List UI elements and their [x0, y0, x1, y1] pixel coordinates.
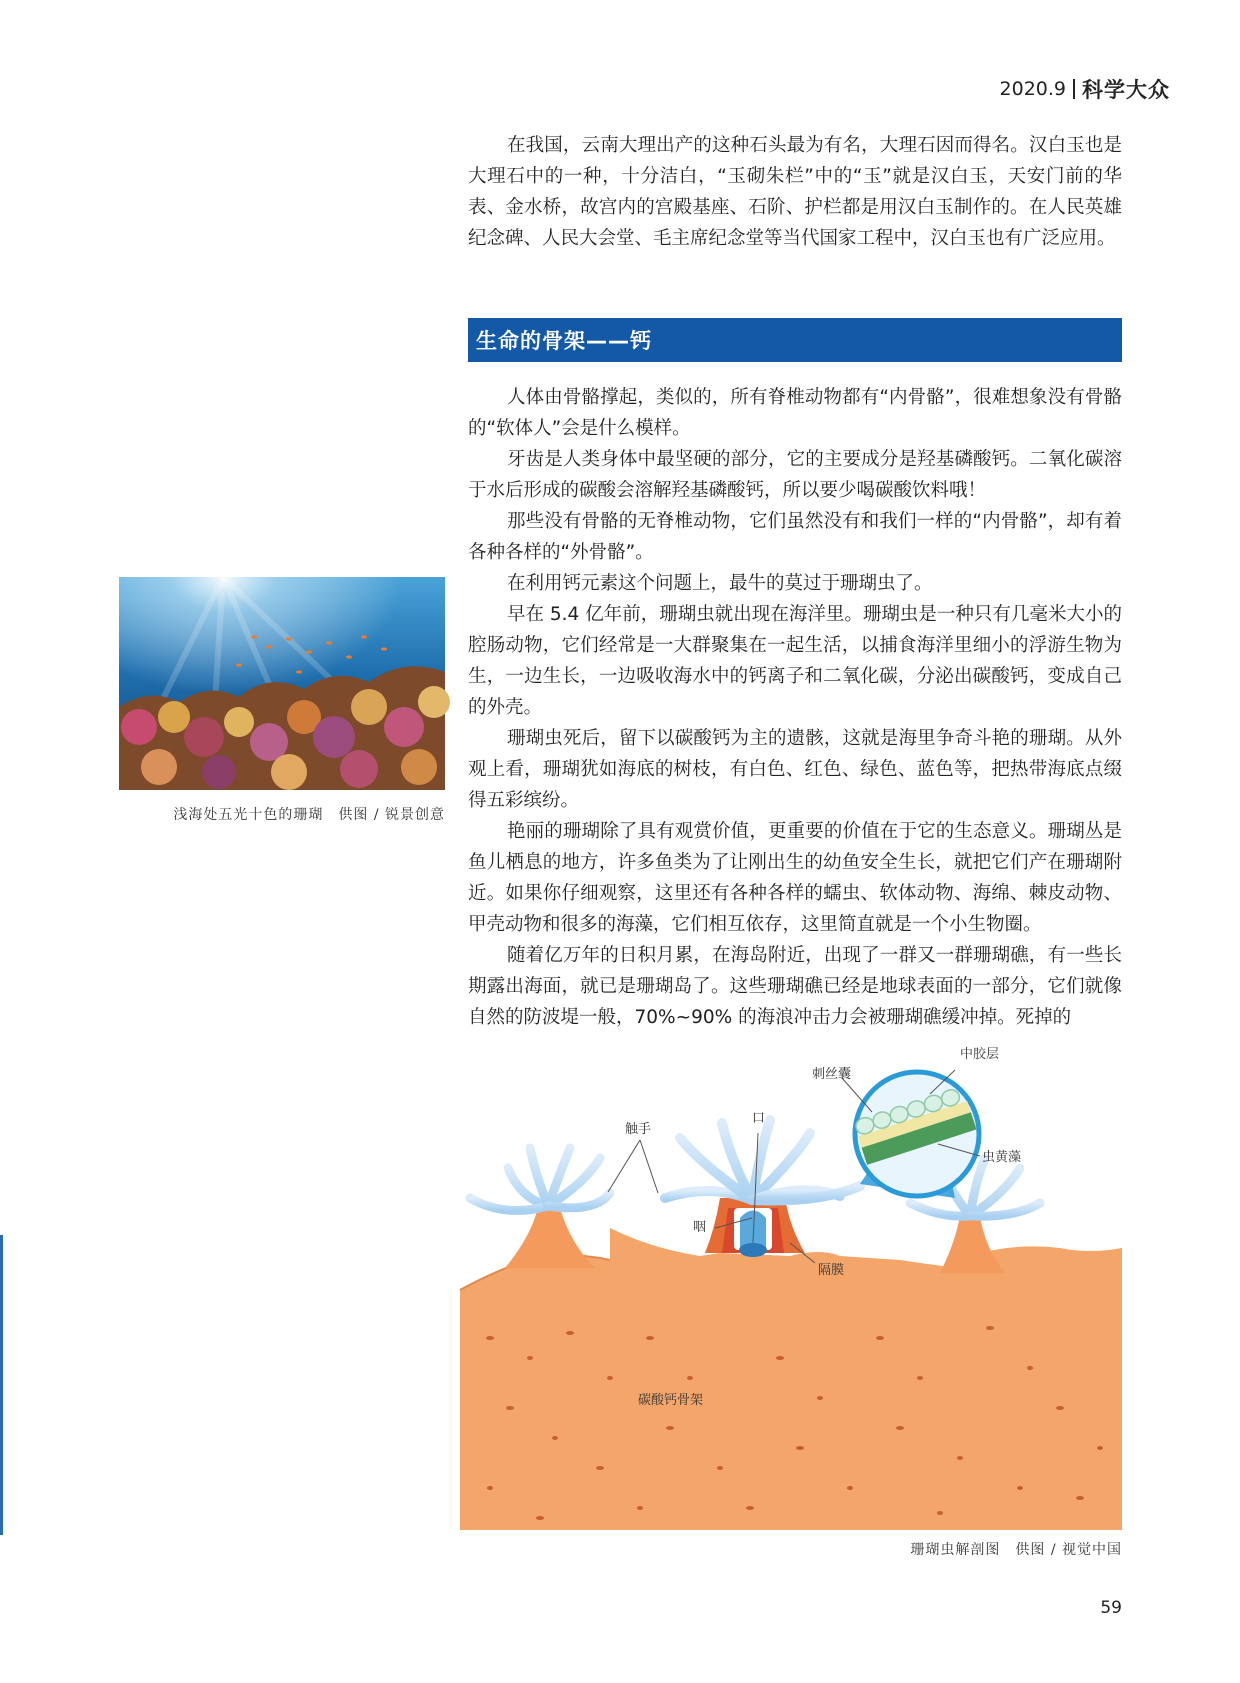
photo-caption: 浅海处五光十色的珊瑚 供图 / 锐景创意 [173, 807, 445, 823]
paragraph: 早在 5.4 亿年前，珊瑚虫就出现在海洋里。珊瑚虫是一种只有几毫米大小的腔肠动物，它们经常是一大群聚集在一起生活，以捕食海洋里细小的浮游生物为生，一边生长，一边吸收海水中的钙离子和二氧化碳，分泌出碳酸钙，变成自己的外壳。 [468, 604, 1122, 718]
paragraph: 随着亿万年的日积月累，在海岛附近，出现了一群又一群珊瑚礁，有一些长期露出海面，就已是珊瑚岛了。这些珊瑚礁已经是地球表面的一部分，它们就像自然的防波堤一般，70%~90% 的海浪冲击力会被珊瑚礁缓冲掉。死掉的 [468, 945, 1122, 1028]
paragraph: 在我国，云南大理出产的这种石头最为有名，大理石因而得名。汉白玉也是大理石中的一种，十分洁白，“玉砌朱栏”中的“玉”就是汉白玉，天安门前的华表、金水桥，故宫内的宫殿基座、石阶、护栏都是用汉白玉制作的。在人民英雄纪念碑、人民大会堂、毛主席纪念堂等当代国家工程中，汉白玉也有广泛应用。 [468, 135, 1122, 249]
article-body [468, 382, 1122, 1033]
paragraph: 艳丽的珊瑚除了具有观赏价值，更重要的价值在于它的生态意义。珊瑚丛是鱼儿栖息的地方，许多鱼类为了让刚出生的幼鱼安全生长，就把它们产在珊瑚附近。如果你仔细观察，这里还有各种各样的蠕虫、软体动物、海绵、棘皮动物、甲壳动物和很多的海藻，它们相互依存，这里简直就是一个小生物圈。 [468, 821, 1122, 935]
label-tentacle: 触手 [625, 1122, 652, 1137]
page-edge-strip [0, 1235, 3, 1535]
section-heading [468, 318, 1122, 362]
issue-number: 2020.9 [999, 78, 1066, 100]
paragraph: 珊瑚虫死后，留下以碳酸钙为主的遗骸，这就是海里争奇斗艳的珊瑚。从外观上看，珊瑚犹如海底的树枝，有白色、红色、绿色、蓝色等，把热带海底点缀得五彩缤纷。 [468, 728, 1122, 811]
label-mouth: 口 [752, 1111, 766, 1126]
header-divider [1073, 79, 1075, 99]
label-pharynx: 咽 [693, 1220, 707, 1235]
label-mesoglea: 中胶层 [960, 1047, 1000, 1062]
page-header [1000, 74, 1170, 104]
intro-text [468, 130, 1122, 254]
paragraph: 在利用钙元素这个问题上，最牛的莫过于珊瑚虫了。 [507, 573, 933, 594]
magazine-title: 科学大众 [1082, 77, 1170, 102]
diagram-caption: 珊瑚虫解剖图 供图 / 视觉中国 [910, 1542, 1122, 1558]
label-skeleton: 碳酸钙骨架 [638, 1393, 704, 1408]
label-septum: 隔膜 [818, 1263, 845, 1278]
paragraph: 人体由骨骼撑起，类似的，所有脊椎动物都有“内骨骼”，很难想象没有骨骼的“软体人”会是什么模样。 [468, 387, 1122, 439]
coral-polyp-diagram [460, 1047, 1122, 1530]
label-nematocyst: 刺丝囊 [812, 1067, 852, 1082]
coral-polyp-illustration [460, 1047, 1122, 1530]
paragraph: 牙齿是人类身体中最坚硬的部分，它的主要成分是羟基磷酸钙。二氧化碳溶于水后形成的碳酸会溶解羟基磷酸钙，所以要少喝碳酸饮料哦！ [468, 449, 1122, 501]
section-title: 生命的骨架——钙 [476, 329, 652, 353]
label-zooxanthellae: 虫黄藻 [982, 1150, 1022, 1165]
page-number: 59 [1100, 1598, 1122, 1618]
coral-reef-image [119, 577, 445, 790]
coral-reef-photo [119, 577, 445, 790]
paragraph: 那些没有骨骼的无脊椎动物，它们虽然没有和我们一样的“内骨骼”，却有着各种各样的“外骨骼”。 [468, 511, 1122, 563]
